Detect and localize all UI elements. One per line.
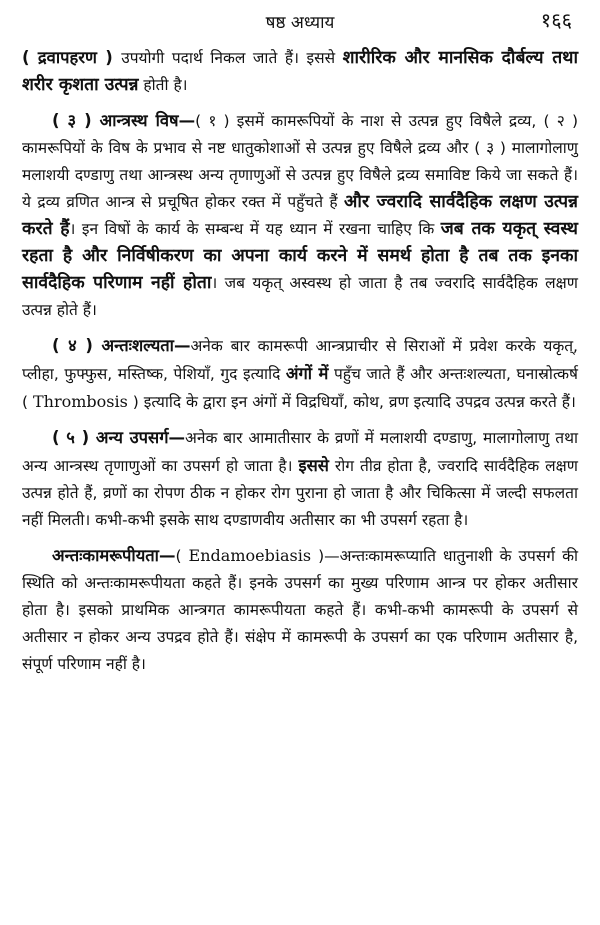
english-term: Thrombosis bbox=[32, 392, 128, 411]
emphasis-text: जब तक यकृत् स्वस्थ रहता है और निर्विषीकरण का अपना कार्य करने में समर्थ होता है तब तक इनका सार्वदैहिक परिणाम नहीं होता bbox=[22, 219, 578, 293]
text-run: । इन विषों के कार्य के सम्बन्ध में यह ध्यान में रखना चाहिए कि bbox=[69, 220, 441, 238]
section-heading-antrastha-vish: ( ३ ) आन्त्रस्थ विष— bbox=[52, 111, 196, 130]
text-run: )—अन्तःकामरूप्याति धातुनाशी के उपसर्ग की स्थिति को अन्तःकामरूपीयता कहते हैं। इनके उपसर्ग का मुख्य परिणाम आन्त्र पर होकर अतीसार होता है। इसको प्राथमिक आन्त्रगत कामरूपीयता कहते हैं। कभी-कभी कामरूपी के उपसर्ग से अतीसार न होकर अन्य उपद्रव होते हैं। संक्षेप में कामरूपी के उपसर्ग का एक परिणाम अतीसार है, संपूर्ण परिणाम नहीं है। bbox=[22, 547, 578, 673]
text-run: ( bbox=[175, 547, 189, 565]
text-run: होती है। bbox=[138, 76, 188, 94]
emphasis-text: शारीरिक और मानसिक दौर्बल्य तथा शरीर कृशता उत्पन्न bbox=[22, 48, 578, 95]
paragraph-antahshalyata bbox=[22, 332, 578, 416]
text-run: ( १ ) इसमें कामरूपियों के नाश से उत्पन्न हुए विषैले द्रव्य, ( २ ) कामरूपियों के विष के प्रभाव से नष्ट धातुकोशाओं से उत्पन्न हुए विषैले द्रव्य और ( ३ ) मालागोलाणु मलाशयी दण्डाणु तथा आन्त्रस्थ अन्य तृणाणुओं से उत्पन्न हुए विषैले द्रव्य समाविष्ट किये जा सकते हैं। ये द्रव्य व्रणित आन्त्र से प्रचूषित होकर रक्त में पहुँचते हैं bbox=[22, 112, 578, 211]
text-run: । जब यकृत् अस्वस्थ हो जाता है तब ज्वरादि सार्वदैहिक लक्षण उत्पन्न होते हैं। bbox=[22, 274, 578, 319]
text-run: उपयोगी पदार्थ निकल जाते हैं। इससे bbox=[121, 49, 343, 67]
paragraph-anya-upsarg bbox=[22, 424, 578, 534]
text-run: रोग तीव्र होता है, ज्वरादि सार्वदैहिक लक्षण उत्पन्न होते हैं, व्रणों का रोपण ठीक न होकर रोग पुराना हो जाता है और चिकित्सा में जल्दी सफलता नहीं मिलती। कभी-कभी इसके साथ दण्डाणवीय अतीसार का भी उपसर्ग रहता है। bbox=[22, 457, 578, 529]
section-heading-antahkamrupiyata: अन्तःकामरूपीयता— bbox=[52, 546, 176, 565]
english-term: Endamoebiasis bbox=[188, 546, 312, 565]
paragraph-antrastha-vish bbox=[22, 107, 578, 324]
section-heading-anya-upsarg: ( ५ ) अन्य उपसर्ग— bbox=[52, 428, 185, 447]
paragraph-continuation bbox=[22, 44, 578, 99]
paragraph-antahkamrupiyata bbox=[22, 542, 578, 678]
text-run: अनेक बार आमातीसार के व्रणों में मलाशयी दण्डाणु, मालागोलाणु तथा अन्य आन्त्रस्थ तृणाणुओं का उपसर्ग हो जाता है। bbox=[22, 429, 578, 475]
emphasis-text: और ज्वरादि सार्वदैहिक लक्षण उत्पन्न करते हैं bbox=[22, 192, 579, 239]
text-run: पहुँच जाते हैं और अन्तःशल्यता, घनास्रोत्कर्ष ( bbox=[22, 365, 578, 411]
term-dravapaharan: ( द्रवापहरण ) bbox=[22, 48, 122, 67]
section-heading-antahshalyata: ( ४ ) अन्तःशल्यता— bbox=[52, 336, 191, 355]
emphasis-text: अंगों में bbox=[285, 364, 329, 383]
page-number: १६६ bbox=[540, 8, 572, 32]
page-header bbox=[22, 0, 578, 44]
chapter-title: षष्ठ अध्याय bbox=[265, 13, 335, 33]
text-run: ) इत्यादि के द्वारा इन अंगों में विद्रधियाँ, कोथ, व्रण इत्यादि उपद्रव उत्पन्न करते हैं। bbox=[127, 393, 576, 411]
emphasis-text: इससे bbox=[298, 456, 329, 475]
text-run: अनेक बार कामरूपी आन्त्रप्राचीर से सिराओं में प्रवेश करके यकृत्, प्लीहा, फुफ्फुस, मस्तिष्क, पेशियाँ, गुद इत्यादि bbox=[22, 337, 578, 383]
